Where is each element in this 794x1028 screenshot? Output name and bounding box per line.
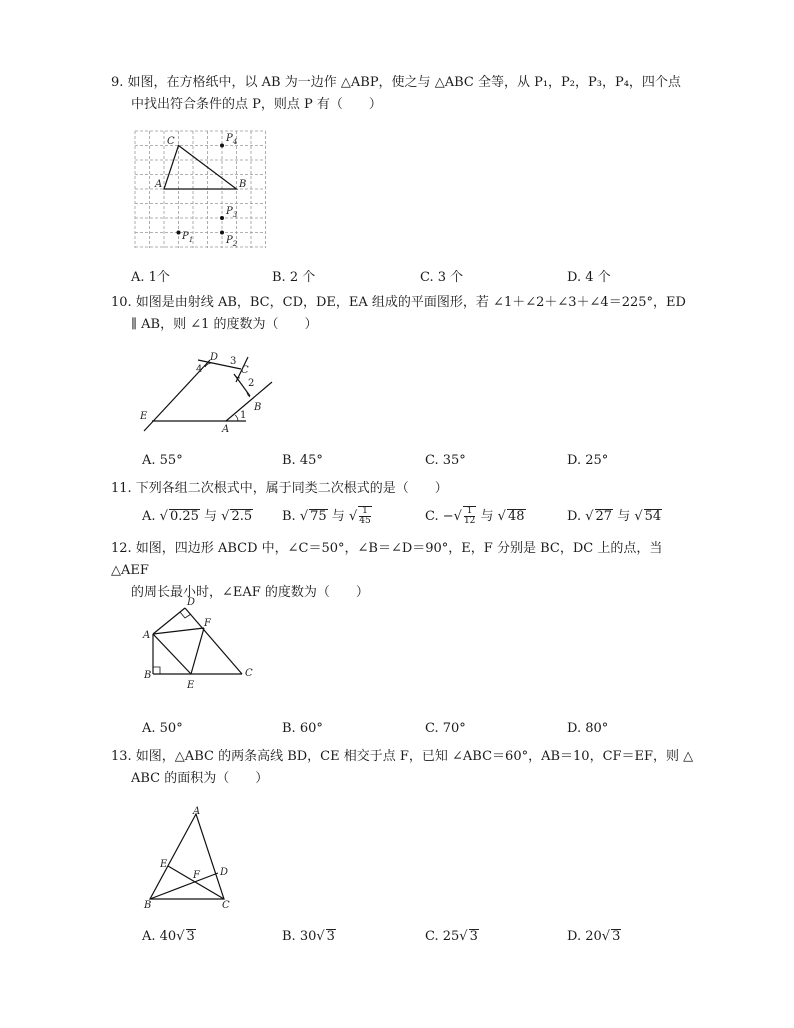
question-10-figure	[138, 348, 278, 440]
point-p4	[220, 144, 224, 148]
label-d: D	[210, 352, 219, 363]
label-b: B	[144, 900, 152, 911]
label-d: D	[220, 867, 229, 878]
option-d[interactable]: D. 20√ 3	[567, 929, 621, 944]
label-p3: $P_3$	[226, 206, 238, 219]
label-f: F	[193, 870, 200, 881]
label-p2: $P_2$	[226, 235, 238, 248]
question-12-options	[142, 721, 742, 741]
question-9-line-1: 9. 如图，在方格纸中，以 AB 为一边作 △ABP，使之与 △ABC 全等，从 P₁，P₂，P₃，P₄，四个点	[111, 75, 681, 90]
question-11-line-1: 11. 下列各组二次根式中，属于同类二次根式的是（ ）	[111, 481, 448, 496]
label-e: E	[160, 859, 168, 870]
question-9-line-2: 中找出符合条件的点 P，则点 P 有（ ）	[131, 97, 382, 112]
point-p1	[177, 231, 181, 235]
label-p1: $P_1$	[182, 231, 194, 244]
option-a[interactable]: A. 1个	[131, 270, 170, 285]
label-b: B	[144, 670, 152, 681]
option-d[interactable]: D. 25°	[567, 453, 609, 468]
option-a[interactable]: A. 50°	[142, 721, 183, 736]
label-d: D	[187, 597, 196, 608]
question-10-line-2: ∥ AB，则 ∠1 的度数为（ ）	[131, 317, 318, 332]
label-e: E	[140, 411, 148, 422]
question-13-line-1: 13. 如图，△ABC 的两条高线 BD，CE 相交于点 F，已知 ∠ABC＝60°，AB＝10，CF＝EF，则 △	[111, 749, 694, 764]
label-c: C	[245, 668, 253, 679]
option-d[interactable]: D. 4 个	[567, 270, 611, 285]
option-a[interactable]: A. 55°	[142, 453, 183, 468]
option-b[interactable]: B. 2 个	[272, 270, 316, 285]
option-d[interactable]: D. 80°	[567, 721, 609, 736]
point-p3	[220, 216, 224, 220]
point-p2	[220, 231, 224, 235]
label-angle-4: 4	[196, 364, 203, 375]
label-e: E	[187, 680, 195, 691]
question-13	[111, 746, 698, 790]
label-a: A	[193, 806, 201, 817]
question-12-line-1: 12. 如图，四边形 ABCD 中，∠C＝50°，∠B＝∠D＝90°，E，F 分别是 BC，DC 上的点，当 △AEF	[111, 541, 663, 578]
question-9-options	[131, 266, 731, 286]
option-c[interactable]: C. 70°	[425, 721, 466, 736]
question-13-line-2: ABC 的面积为（ ）	[131, 771, 269, 786]
option-b[interactable]: B. 45°	[282, 453, 323, 468]
label-c: C	[222, 900, 230, 911]
question-13-options	[142, 929, 742, 953]
label-c: C	[241, 365, 249, 376]
option-d[interactable]: D. √ 27 与 √ 54	[567, 505, 662, 524]
question-12-figure	[140, 594, 262, 692]
option-b[interactable]: B. 60°	[282, 721, 323, 736]
option-c[interactable]: C. 3 个	[420, 270, 464, 285]
question-9-figure	[130, 126, 272, 252]
label-angle-2: 2	[248, 378, 255, 389]
question-11-options	[142, 505, 742, 529]
label-a: A	[222, 424, 230, 435]
question-10	[111, 292, 698, 336]
option-a[interactable]: A. √ 0.25 与 √ 2.5	[142, 505, 253, 524]
option-c[interactable]: C. 35°	[425, 453, 466, 468]
question-10-line-1: 10. 如图是由射线 AB，BC，CD，DE，EA 组成的平面图形，若 ∠1＋∠2＋∠3＋∠4＝225°，ED	[111, 295, 686, 310]
option-b[interactable]: B. 30√ 3	[282, 929, 336, 944]
label-f: F	[204, 618, 211, 629]
triangle-abc	[164, 146, 237, 190]
label-angle-1: 1	[240, 410, 247, 421]
label-angle-3: 3	[230, 356, 237, 367]
question-12-line-2: 的周长最小时，∠EAF 的度数为（ ）	[131, 585, 369, 600]
question-13-figure	[140, 804, 240, 914]
label-b: B	[239, 179, 247, 190]
label-b: B	[254, 402, 262, 413]
label-p4: $P_4$	[226, 133, 238, 146]
question-10-options	[142, 453, 742, 473]
label-a: A	[155, 179, 163, 190]
question-9	[111, 72, 698, 116]
option-a[interactable]: A. 40√ 3	[142, 929, 196, 944]
label-c: C	[167, 136, 175, 147]
option-c[interactable]: C. −√ $\frac{1}{12}$ 与 √ 48	[425, 505, 526, 526]
label-a: A	[143, 630, 151, 641]
option-b[interactable]: B. √ 75 与 √ $\frac{1}{45}$	[282, 505, 372, 526]
question-11	[111, 478, 698, 500]
option-c[interactable]: C. 25√ 3	[425, 929, 479, 944]
